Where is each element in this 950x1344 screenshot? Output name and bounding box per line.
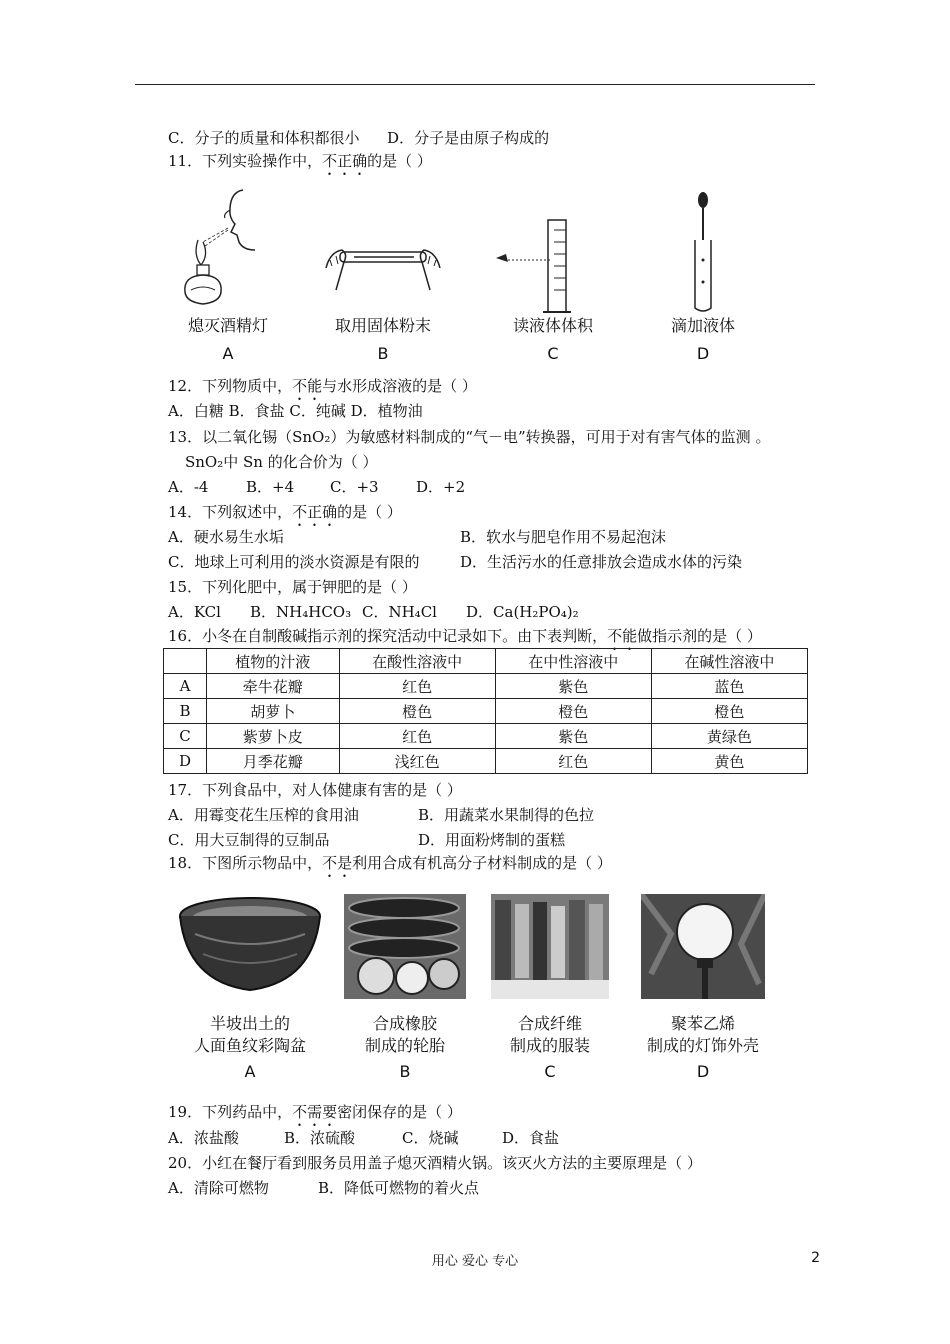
clothing-photo bbox=[491, 894, 609, 999]
q18-figure-d-letter: D bbox=[696, 1062, 710, 1081]
q14-option-d: D．生活污水的任意排放会造成水体的污染 bbox=[460, 553, 743, 571]
table-cell: 红色 bbox=[339, 674, 495, 699]
q17-option-b: B．用蔬菜水果制得的色拉 bbox=[418, 806, 595, 824]
q19-option-b: B．浓硫酸 bbox=[284, 1129, 356, 1147]
q14-stem-emphasis: 不正确 bbox=[292, 503, 338, 521]
table-cell: 黄绿色 bbox=[651, 724, 807, 749]
q14-option-c: C．地球上可利用的淡水资源是有限的 bbox=[168, 553, 420, 571]
q17-option-d: D．用面粉烤制的蛋糕 bbox=[418, 831, 566, 849]
table-cell: C bbox=[164, 724, 207, 749]
q20-option-b: B．降低可燃物的着火点 bbox=[318, 1179, 480, 1197]
q14-options-row1 bbox=[168, 527, 666, 547]
table-header-cell: 植物的汁液 bbox=[207, 649, 340, 674]
q18-figures bbox=[170, 894, 800, 1089]
q10-option-c: C．分子的质量和体积都很小 bbox=[168, 129, 360, 147]
q18-figure-b-letter: B bbox=[399, 1062, 411, 1081]
q18-figure-d-caption-1: 聚苯乙烯 bbox=[670, 1014, 735, 1033]
q16-stem-pre: 16．小冬在自制酸碱指示剂的探究活动中记录如下。由下表判断， bbox=[168, 627, 608, 645]
q10-options bbox=[168, 128, 549, 148]
page-footer: 用心 爱心 专心 bbox=[431, 1254, 519, 1269]
q11-stem bbox=[168, 151, 432, 179]
q12-stem bbox=[168, 376, 477, 404]
q19-stem-post: 密闭保存的是（ ） bbox=[337, 1103, 462, 1121]
q17-option-a: A．用霉变花生压榨的食用油 bbox=[168, 806, 359, 824]
table-cell: 牵牛花瓣 bbox=[207, 674, 340, 699]
q12-options: A．白糖 B．食盐 C．纯碱 D．植物油 bbox=[168, 402, 423, 420]
page-number: 2 bbox=[811, 1250, 820, 1266]
q14-options-row2 bbox=[168, 552, 742, 572]
table-cell: 浅红色 bbox=[339, 749, 495, 774]
q11-figure-a bbox=[168, 180, 288, 365]
table-header-cell: 在中性溶液中 bbox=[495, 649, 651, 674]
test-tube-powder-illustration bbox=[318, 180, 448, 315]
q13-option-c: C．+3 bbox=[330, 478, 379, 496]
q17-options-row2 bbox=[168, 830, 565, 850]
q11-figure-c-caption: 读液体体积 bbox=[512, 316, 593, 335]
q11-figure-b-caption: 取用固体粉末 bbox=[334, 316, 431, 335]
q12-stem-pre: 12．下列物质中， bbox=[168, 377, 293, 395]
q18-figure-c-caption-2: 制成的服装 bbox=[509, 1036, 590, 1055]
q11-figure-a-caption: 熄灭酒精灯 bbox=[187, 316, 268, 335]
table-cell: A bbox=[164, 674, 207, 699]
graduated-cylinder-illustration bbox=[488, 180, 618, 315]
table-row bbox=[164, 699, 808, 724]
q13-option-a: A．-4 bbox=[168, 478, 209, 496]
q14-stem-pre: 14．下列叙述中， bbox=[168, 503, 293, 521]
q19-stem-emphasis: 不需要 bbox=[292, 1103, 338, 1121]
q18-figure-b-caption-2: 制成的轮胎 bbox=[364, 1036, 445, 1055]
q20-options bbox=[168, 1178, 479, 1198]
q15-option-a: A．KCl bbox=[168, 603, 221, 621]
q18-figure-a bbox=[170, 894, 330, 1083]
q15-options bbox=[168, 602, 579, 622]
q19-stem-pre: 19．下列药品中， bbox=[168, 1103, 293, 1121]
q15-stem: 15．下列化肥中，属于钾肥的是（ ） bbox=[168, 578, 417, 596]
table-cell: 紫色 bbox=[495, 724, 651, 749]
table-row bbox=[164, 674, 808, 699]
q18-figure-c bbox=[485, 894, 615, 1083]
q19-stem bbox=[168, 1102, 462, 1130]
q19-option-a: A．浓盐酸 bbox=[168, 1129, 239, 1147]
q12-stem-post: 与水形成溶液的是（ ） bbox=[322, 377, 477, 395]
q12-stem-emphasis: 不能 bbox=[292, 377, 323, 395]
table-cell: 橙色 bbox=[495, 699, 651, 724]
indicator-table bbox=[163, 648, 808, 774]
q13-option-b: B．+4 bbox=[246, 478, 295, 496]
table-row bbox=[164, 724, 808, 749]
q18-stem-emphasis: 不是 bbox=[322, 854, 353, 872]
table-cell: 红色 bbox=[495, 749, 651, 774]
q17-options-row1 bbox=[168, 805, 594, 825]
lamp-globe-photo bbox=[641, 894, 765, 999]
q15-option-d: D．Ca(H₂PO₄)₂ bbox=[466, 603, 579, 621]
table-cell: 蓝色 bbox=[651, 674, 807, 699]
q14-stem bbox=[168, 502, 402, 530]
q11-stem-emphasis: 不正确 bbox=[322, 152, 368, 170]
table-row bbox=[164, 749, 808, 774]
q11-figure-a-letter: A bbox=[222, 344, 234, 363]
q10-option-d: D．分子是由原子构成的 bbox=[387, 129, 550, 147]
pottery-bowl-photo bbox=[175, 894, 325, 999]
q18-stem-post: 利用合成有机高分子材料制成的是（ ） bbox=[352, 854, 612, 872]
table-cell: 紫萝卜皮 bbox=[207, 724, 340, 749]
table-cell: D bbox=[164, 749, 207, 774]
q17-stem: 17．下列食品中，对人体健康有害的是（ ） bbox=[168, 781, 462, 799]
table-cell: 月季花瓣 bbox=[207, 749, 340, 774]
table-cell: 橙色 bbox=[651, 699, 807, 724]
q20-option-a: A．清除可燃物 bbox=[168, 1179, 269, 1197]
table-cell: 胡萝卜 bbox=[207, 699, 340, 724]
q18-stem bbox=[168, 853, 612, 881]
q13-options bbox=[168, 477, 465, 497]
q18-figure-a-caption-1: 半坡出土的 bbox=[209, 1014, 290, 1033]
header-rule bbox=[135, 84, 815, 85]
q16-stem-post: 做指示剂的是（ ） bbox=[637, 627, 762, 645]
q15-option-c: C．NH₄Cl bbox=[362, 603, 437, 621]
table-cell: 黄色 bbox=[651, 749, 807, 774]
table-cell: 红色 bbox=[339, 724, 495, 749]
q11-figure-b bbox=[318, 180, 448, 365]
q19-option-c: C．烧碱 bbox=[402, 1129, 459, 1147]
q11-stem-post: 的是（ ） bbox=[367, 152, 432, 170]
q11-figure-c bbox=[488, 180, 618, 365]
q14-stem-post: 的是（ ） bbox=[337, 503, 402, 521]
table-header-cell bbox=[164, 649, 207, 674]
q11-figure-b-letter: B bbox=[377, 344, 389, 363]
q14-option-a: A．硬水易生水垢 bbox=[168, 528, 284, 546]
q18-figure-a-caption-2: 人面鱼纹彩陶盆 bbox=[193, 1036, 306, 1055]
q11-figures bbox=[168, 180, 808, 370]
q18-figure-d-caption-2: 制成的灯饰外壳 bbox=[646, 1036, 759, 1055]
q11-figure-d-letter: D bbox=[696, 344, 710, 363]
q18-figure-c-caption-1: 合成纤维 bbox=[517, 1014, 582, 1033]
q11-figure-c-letter: C bbox=[547, 344, 559, 363]
q18-figure-b bbox=[340, 894, 470, 1083]
q19-option-d: D．食盐 bbox=[502, 1129, 560, 1147]
q11-stem-pre: 11．下列实验操作中， bbox=[168, 152, 323, 170]
q11-figure-d bbox=[648, 180, 758, 365]
table-cell: 紫色 bbox=[495, 674, 651, 699]
q13-option-d: D．+2 bbox=[416, 478, 466, 496]
q17-option-c: C．用大豆制得的豆制品 bbox=[168, 831, 330, 849]
q13-stem: 13．以二氧化锡（SnO₂）为敏感材料制成的“气－电”转换器，可用于对有害气体的监测 。 bbox=[168, 428, 771, 446]
alcohol-lamp-blowing-illustration bbox=[173, 180, 283, 315]
q19-options bbox=[168, 1128, 559, 1148]
q15-option-b: B．NH₄HCO₃ bbox=[250, 603, 352, 621]
table-cell: 橙色 bbox=[339, 699, 495, 724]
dropper-tube-illustration bbox=[648, 180, 758, 315]
q13-stem-2: SnO₂中 Sn 的化合价为（ ） bbox=[185, 453, 378, 471]
table-cell: B bbox=[164, 699, 207, 724]
q16-stem-emphasis: 不能 bbox=[607, 627, 638, 645]
table-header-cell: 在碱性溶液中 bbox=[651, 649, 807, 674]
q18-figure-a-letter: A bbox=[244, 1062, 256, 1081]
q18-figure-c-letter: C bbox=[544, 1062, 556, 1081]
q14-option-b: B．软水与肥皂作用不易起泡沫 bbox=[460, 528, 667, 546]
tires-photo bbox=[344, 894, 466, 999]
q20-stem: 20．小红在餐厅看到服务员用盖子熄灭酒精火锅。该灭火方法的主要原理是（ ） bbox=[168, 1154, 702, 1172]
q18-figure-b-caption-1: 合成橡胶 bbox=[372, 1014, 437, 1033]
q18-stem-pre: 18．下图所示物品中， bbox=[168, 854, 323, 872]
q18-figure-d bbox=[628, 894, 778, 1083]
table-header-row bbox=[164, 649, 808, 674]
q11-figure-d-caption: 滴加液体 bbox=[670, 316, 735, 335]
table-header-cell: 在酸性溶液中 bbox=[339, 649, 495, 674]
